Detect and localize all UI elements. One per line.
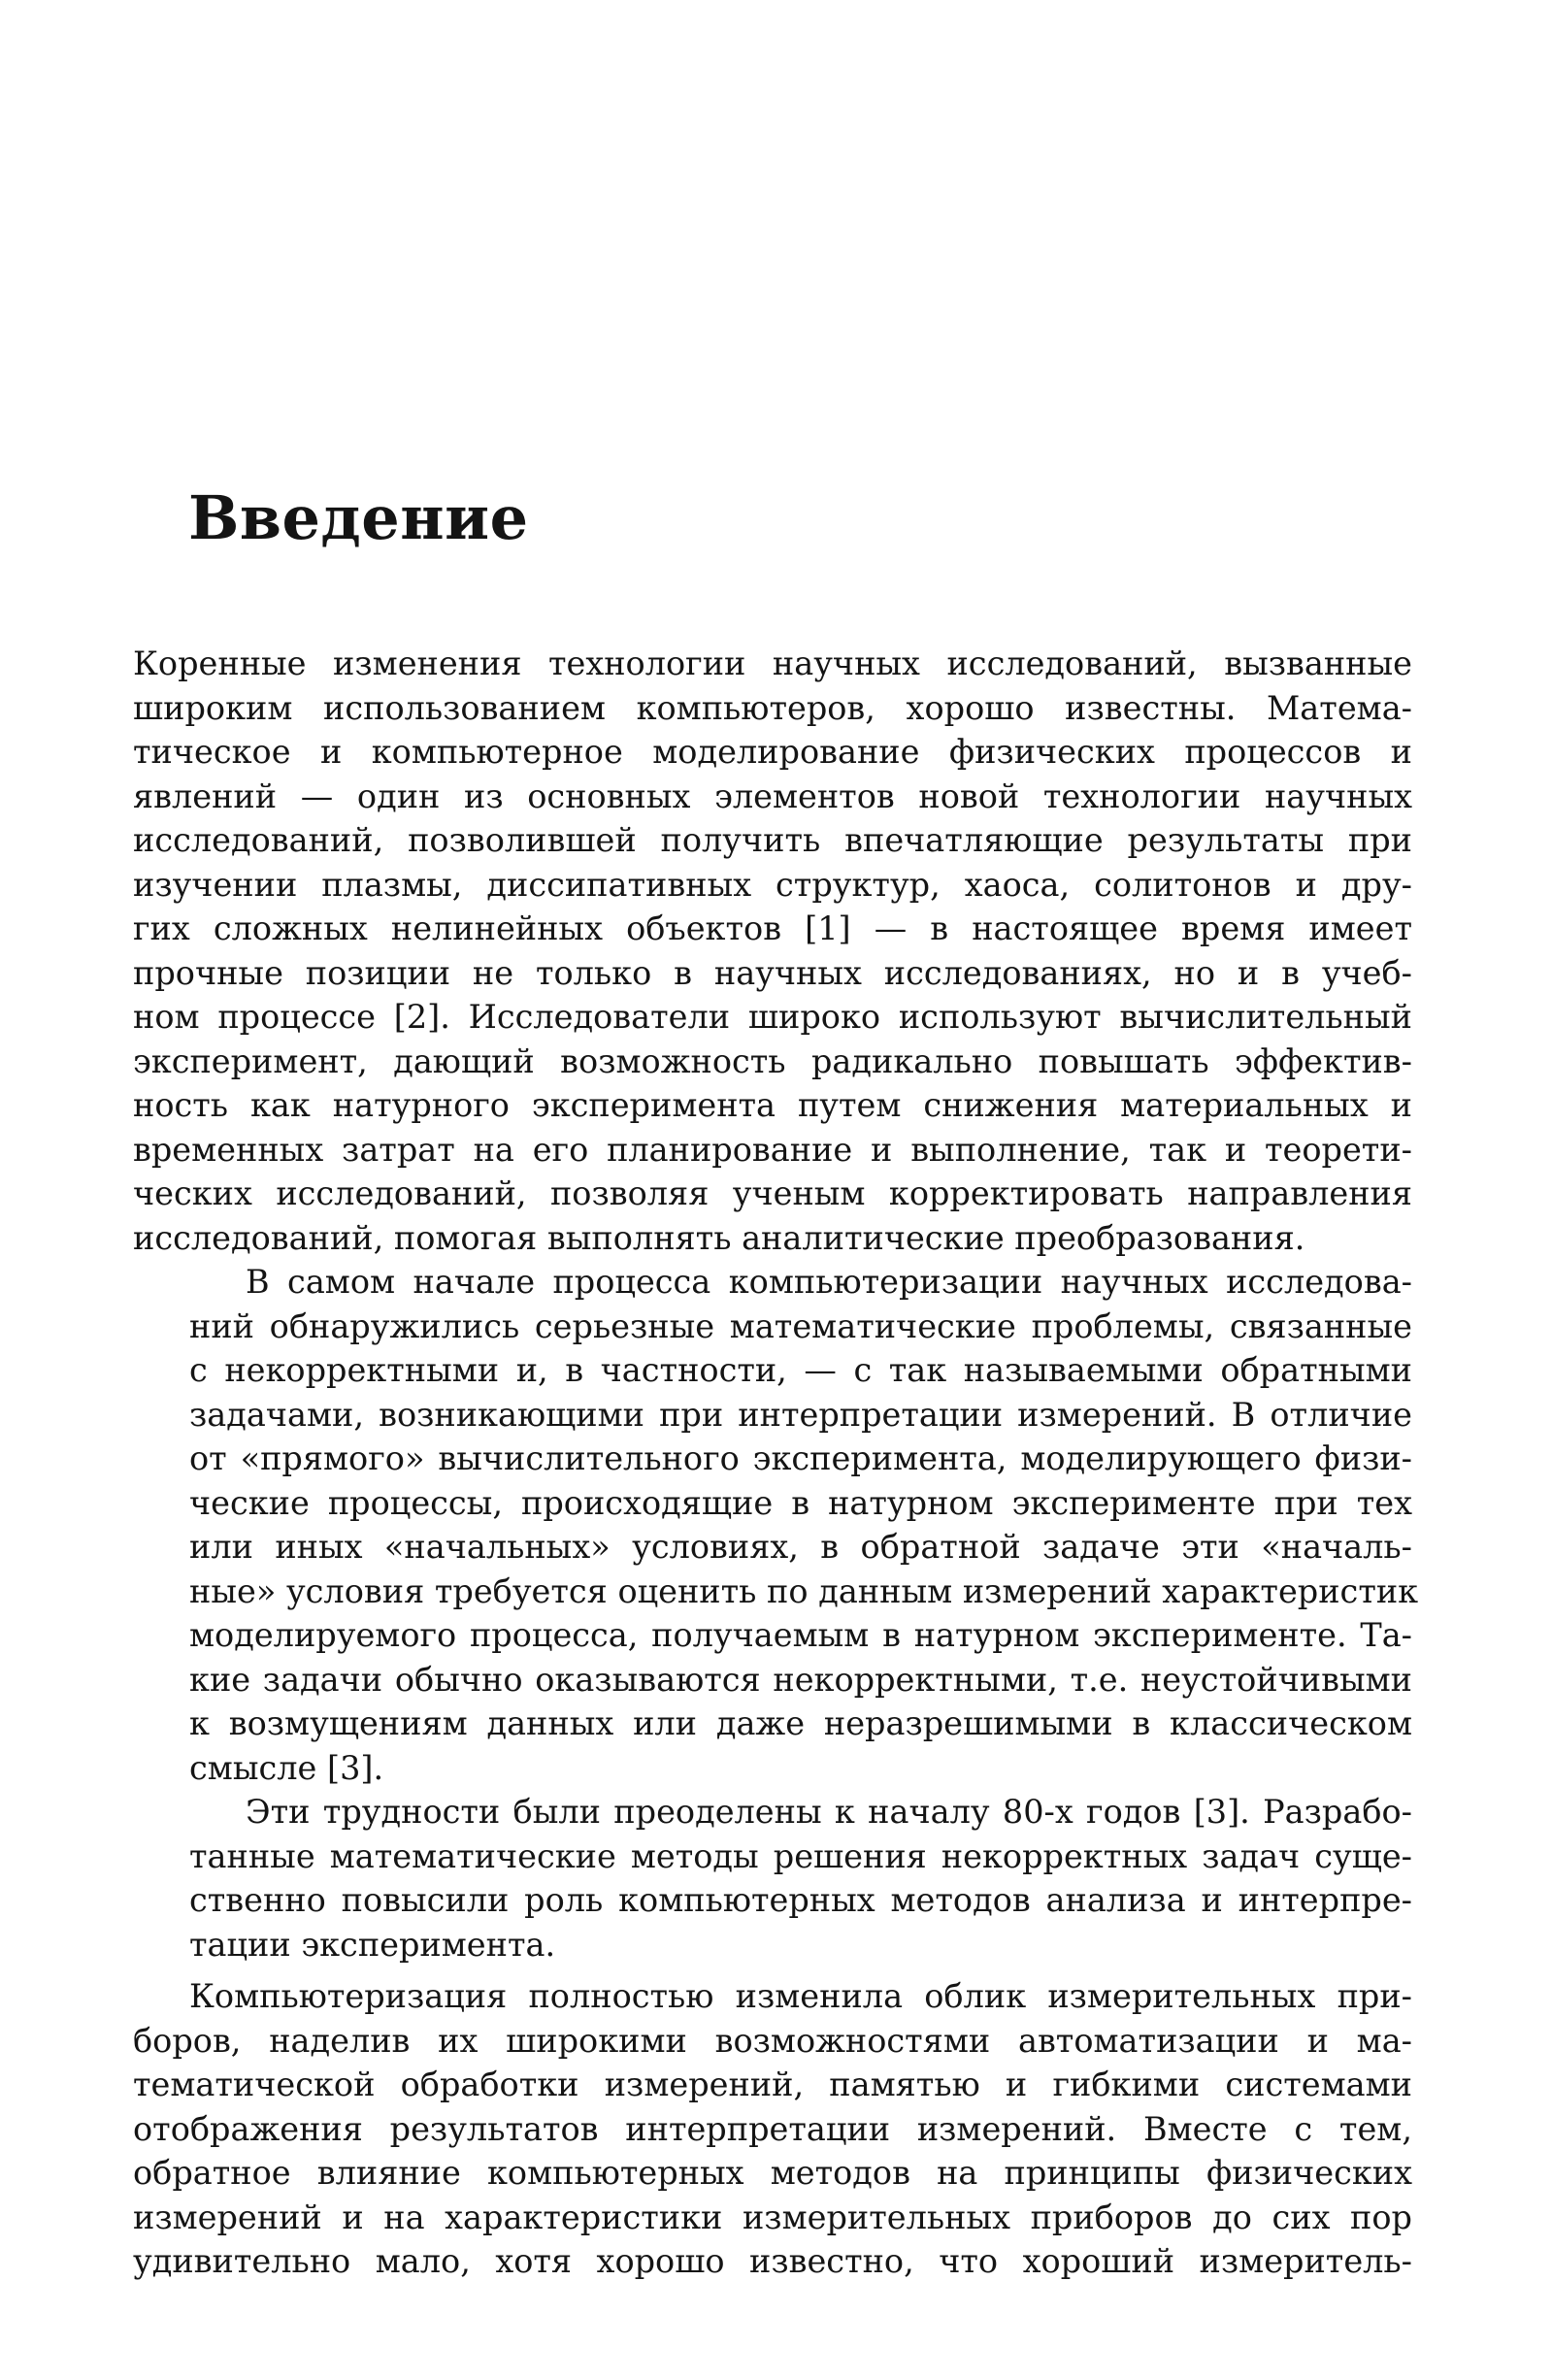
paragraph-gap [133, 1967, 1412, 1974]
text-line: тематической обработки измерений, памятью и гибкими системами [133, 2066, 1412, 2103]
text-line: танные математические методы решения некорректных задач суще- [189, 1836, 1412, 1875]
text-line: удивительно мало, хотя хорошо известно, что хороший измеритель- [133, 2242, 1412, 2280]
text-line: или иных «начальных» условиях, в обратной задаче эти «началь- [189, 1528, 1412, 1566]
text-line: кие задачи обычно оказываются некорректными, т.е. неустойчивыми [189, 1660, 1412, 1699]
text-line: временных затрат на его планирование и выполнение, так и теорети- [133, 1130, 1412, 1169]
text-line: ственно повысили роль компьютерных методов анализа и интерпре- [189, 1881, 1412, 1919]
text-line: отображения результатов интерпретации измерений. Вместе с тем, [133, 2109, 1412, 2148]
text-line: Компьютеризация полностью изменила облик измерительных при- [189, 1977, 1412, 2015]
text-line: изучении плазмы, диссипативных структур, хаоса, солитонов и дру- [133, 865, 1412, 904]
paragraph-1 [133, 642, 1412, 1260]
text-line: явлений — один из основных элементов новой технологии научных [133, 777, 1412, 815]
text-line: гих сложных нелинейных объектов [1] — в настоящее время имеет [133, 909, 1412, 947]
text-line: ческих исследований, позволяя ученым корректировать направления [133, 1174, 1412, 1212]
text-line: тации эксперимента. [189, 1925, 556, 1964]
text-line: исследований, помогая выполнять аналитические преобразования. [133, 1218, 1305, 1257]
text-line: смысле [3]. [189, 1748, 384, 1787]
text-line: ческие процессы, происходящие в натурном эксперименте при тех [189, 1483, 1412, 1522]
text-line: эксперимент, дающий возможность радикально повышать эффектив- [133, 1041, 1412, 1080]
text-line: Эти трудности были преоделены к началу 80-х годов [3]. Разрабо- [246, 1793, 1412, 1831]
text-line: измерений и на характеристики измерительных приборов до сих пор [133, 2198, 1412, 2236]
text-line: ность как натурного эксперимента путем снижения материальных и [133, 1086, 1412, 1124]
paragraph-3 [133, 1790, 1412, 1967]
text-line: моделируемого процесса, получаемым в натурном эксперименте. Та- [189, 1616, 1412, 1654]
paragraph-2 [133, 1260, 1419, 1790]
text-line: прочные позиции не только в научных исследованиях, но и в учеб- [133, 953, 1412, 992]
text-line: тическое и компьютерное моделирование физических процессов и [133, 733, 1412, 771]
text-line: боров, наделив их широкими возможностями автоматизации и ма- [133, 2021, 1412, 2060]
text-line: с некорректными и, в частности, — с так называемыми обратными [189, 1351, 1412, 1389]
text-line: от «прямого» вычислительного эксперимента, моделирующего физи- [189, 1439, 1412, 1477]
text-line: обратное влияние компьютерных методов на принципы физических [133, 2154, 1412, 2192]
text-line: задачами, возникающими при интерпретации измерений. В отличие [189, 1395, 1412, 1434]
text-line: ний обнаружились серьезные математические проблемы, связанные [189, 1306, 1412, 1345]
text-line: В самом начале процесса компьютеризации научных исследова- [246, 1263, 1412, 1301]
text-line: широким использованием компьютеров, хорошо известны. Матема- [133, 688, 1412, 727]
chapter-title: Введение [188, 482, 529, 553]
paragraph-4 [133, 1974, 1412, 2284]
text-line: ном процессе [2]. Исследователи широко используют вычислительный [133, 998, 1412, 1036]
body-text [133, 642, 1419, 2284]
text-line: ные» условия требуется оценить по данным измерений характеристик [189, 1571, 1419, 1610]
text-line: Коренные изменения технологии научных исследований, вызванные [133, 645, 1412, 682]
text-line: к возмущениям данных или даже неразрешимыми в классическом [189, 1704, 1412, 1742]
text-line: исследований, позволившей получить впечатляющие результаты при [133, 821, 1412, 859]
